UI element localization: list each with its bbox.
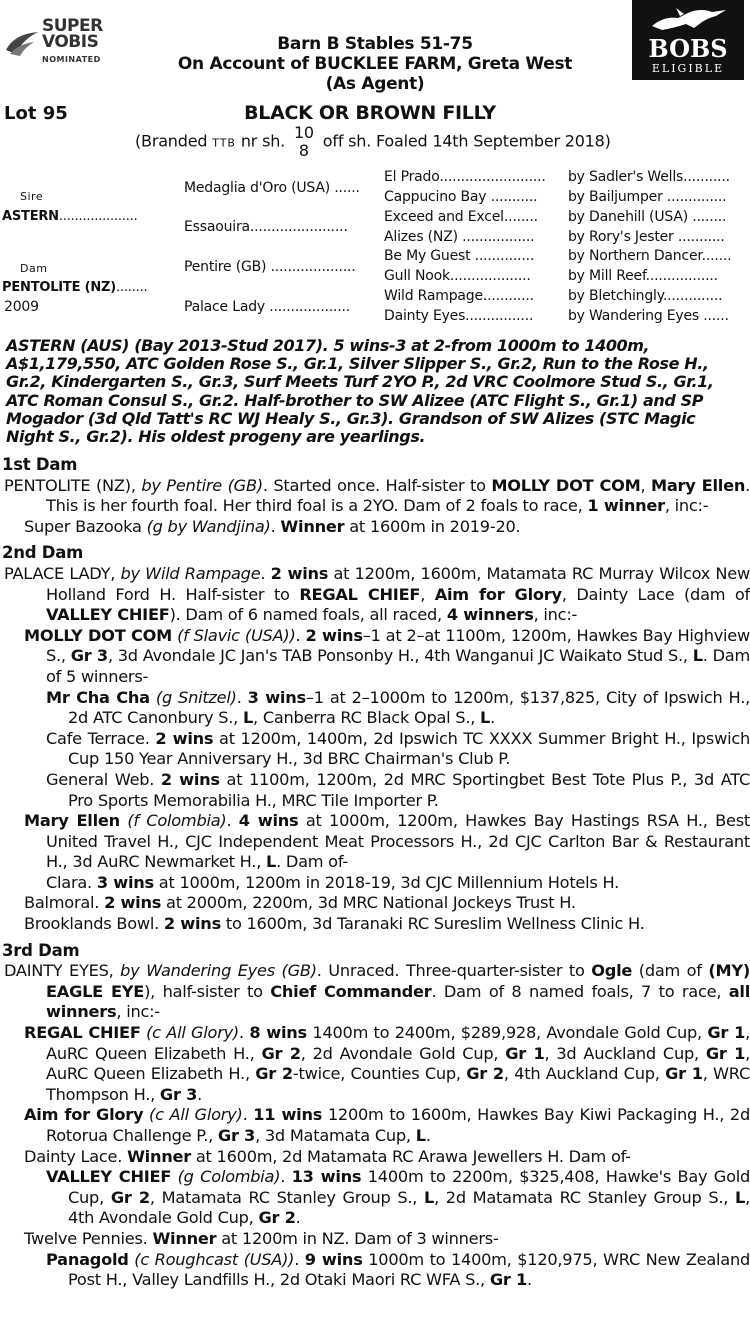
gen3-6: Gull Nook................... <box>384 268 531 284</box>
gen2-4: Palace Lady ................... <box>184 299 350 315</box>
gen2-2: Essaouira....................... <box>184 219 348 235</box>
gen3-5: Be My Guest .............. <box>384 248 535 264</box>
dam-name-text: PENTOLITE (NZ) <box>2 280 116 295</box>
second-dam-heading: 2nd Dam <box>2 543 84 563</box>
super-vobis-line2: VOBIS <box>42 32 99 52</box>
gen3-sire-3: by Danehill (USA) ........ <box>568 209 727 225</box>
gen3-8: Dainty Eyes................ <box>384 308 534 324</box>
produce-super-bazooka: Super Bazooka (g by Wandjina). Winner at 1600m in 2019-20. <box>24 516 521 536</box>
sire-description: ASTERN (AUS) (Bay 2013-Stud 2017). 5 wins-3 at 2-from 1000m to 1400m, A$1,179,550, ATC Golden Rose S., Gr.1, Silver Slipper S., Gr.2, Run to the Rose H., Gr.2, Kindergarten S., Gr.3, Surf Meets Turf 2YO P., 2d VRC Coolmore Stud S., Gr.1, ATC Roman Consul S., Gr.2. Half-brother to SW Alizee (ATC Flight S., Gr.1) and SP Mogador (3d Qld Tatt's RC WJ Healy S., Gr.3). Grandson of SW Alizes (STC Magic Night S., Gr.2). His oldest progeny are yearlings. <box>6 336 714 447</box>
lot-title: BLACK OR BROWN FILLY <box>244 102 496 124</box>
brand-suffix: off sh. Foaled 14th September 2018) <box>322 131 611 151</box>
dam-year: 2009 <box>4 299 39 315</box>
third-dam-heading: 3rd Dam <box>2 940 80 960</box>
gen3-sire-2: by Bailjumper .............. <box>568 189 727 205</box>
first-dam-heading: 1st Dam <box>2 455 78 474</box>
brand-line <box>135 124 695 160</box>
first-dam-text: PENTOLITE (NZ), by Pentire (GB). Started once. Half-sister to MOLLY DOT COM, Mary Ellen. This is her fourth foal. Her third foal is a 2YO. Dam of 2 foals to race, 1 winner, inc:- <box>4 475 750 516</box>
third-dam-text: DAINTY EYES, by Wandering Eyes (GB). Unraced. Three-quarter-sister to Ogle (dam of (MY) EAGLE EYE), half-sister to Chief Commander. Dam of 8 named foals, 7 to race, all winners, inc:- <box>4 961 750 1022</box>
brand-mark: TTB <box>212 136 236 150</box>
produce-dainty-lace: Dainty Lace. Winner at 1600m, 2d Matamata RC Arawa Jewellers H. Dam of- <box>24 1146 631 1166</box>
produce-balmoral: Balmoral. 2 wins at 2000m, 2200m, 3d MRC National Jockeys Trust H. <box>24 893 576 913</box>
catalogue-body <box>0 454 750 1291</box>
barn-heading: Barn B Stables 51-75 <box>277 34 473 54</box>
gen2-1: Medaglia d'Oro (USA) ...... <box>184 180 360 196</box>
produce-aim-for-glory: Aim for Glory (c All Glory). 11 wins 1200m to 1600m, Hawkes Bay Kiwi Packaging H., 2d Rotorua Challenge P., Gr 3, 3d Matamata Cup, L. <box>24 1105 750 1145</box>
dam-name <box>2 280 147 295</box>
produce-mr-cha-cha: Mr Cha Cha (g Snitzel). 3 wins–1 at 2–1000m to 1200m, $137,825, City of Ipswich H., 2d ATC Canonbury S., L, Canberra RC Black Opal S., L. <box>46 687 750 728</box>
sire-label: Sire <box>20 190 44 203</box>
sire-dots: .................... <box>58 209 138 224</box>
produce-twelve-pennies: Twelve Pennies. Winner at 1200m in NZ. Dam of 3 winners- <box>24 1228 499 1248</box>
gen3-7: Wild Rampage............ <box>384 288 534 304</box>
produce-molly-dot-com: MOLLY DOT COM (f Slavic (USA)). 2 wins–1 at 2–at 1100m, 1200m, Hawkes Bay Highview S., Gr 3, 3d Avondale JC Jan's TAB Ponsonby H., 4th Wanganui JC Waikato Stud S., L. Dam of 5 winners- <box>24 625 750 686</box>
brand-mid: nr sh. <box>235 131 286 151</box>
gen3-4: Alizes (NZ) ................. <box>384 229 535 245</box>
gen2-3: Pentire (GB) .................... <box>184 259 356 275</box>
produce-mary-ellen: Mary Ellen (f Colombia). 4 wins at 1000m, 1200m, Hawkes Bay Hastings RSA H., Best United Travel H., CJC Independent Meat Processors H., 2d CJC Carlton Bar & Restaurant H., 3d AuRC Newmarket H., L. Dam of- <box>24 811 750 872</box>
dam-dots: ........ <box>116 280 148 295</box>
sire-name <box>2 209 138 224</box>
lot-number: Lot 95 <box>4 103 68 124</box>
gen3-2: Cappucino Bay ........... <box>384 189 538 205</box>
dam-label: Dam <box>20 262 48 275</box>
bobs-line1: BOBS <box>648 34 728 63</box>
produce-cafe-terrace: Cafe Terrace. 2 wins at 1200m, 1400m, 2d Ipswich TC XXXX Summer Bright H., Ipswich Cup 150 Year Anniversary H., 3d BRC Chairman's Club P. <box>46 728 750 769</box>
super-vobis-line3: NOMINATED <box>42 55 101 64</box>
gen3-sire-5: by Northern Dancer....... <box>568 248 732 264</box>
account-heading: On Account of BUCKLEE FARM, Greta West <box>177 54 573 74</box>
produce-valley-chief: VALLEY CHIEF (g Colombia). 13 wins 1400m to 2200m, $325,408, Hawke's Bay Gold Cup, Gr 2, Matamata RC Stanley Group S., L, 2d Matamata RC Stanley Group S., L, 4th Avondale Gold Cup, Gr 2. <box>46 1167 750 1228</box>
produce-general-web: General Web. 2 wins at 1100m, 1200m, 2d MRC Sportingbet Best Tote Plus P., 3d ATC Pro Sports Memorabilia H., MRC Tile Importer P. <box>46 769 750 810</box>
brand-num: 10 <box>293 123 314 142</box>
gen3-sire-7: by Bletchingly.............. <box>568 288 723 304</box>
gen3-sire-6: by Mill Reef................. <box>568 268 718 284</box>
gen3-sire-1: by Sadler's Wells........... <box>568 169 730 185</box>
gen3-sire-4: by Rory's Jester ........... <box>568 229 725 245</box>
second-dam-text: PALACE LADY, by Wild Rampage. 2 wins at 1200m, 1600m, Matamata RC Murray Wilcox New Holland Ford H. Half-sister to REGAL CHIEF, Aim for Glory, Dainty Lace (dam of VALLEY CHIEF). Dam of 6 named foals, all raced, 4 winners, inc:- <box>4 563 750 625</box>
gen3-sire-8: by Wandering Eyes ...... <box>568 308 729 324</box>
brand-prefix: (Branded <box>135 131 213 151</box>
running-horse-icon <box>650 6 728 32</box>
super-vobis-line1: SUPER <box>42 16 103 36</box>
sire-name-text: ASTERN <box>2 209 59 224</box>
bobs-line2: ELIGIBLE <box>651 62 725 75</box>
produce-brooklands-bowl: Brooklands Bowl. 2 wins to 1600m, 3d Taranaki RC Sureslim Wellness Clinic H. <box>24 914 645 934</box>
gen3-3: Exceed and Excel........ <box>384 209 538 225</box>
produce-panagold: Panagold (c Roughcast (USA)). 9 wins 1000m to 1400m, $120,975, WRC New Zealand Post H., Valley Landfills H., 2d Otaki Maori RC WFA S., Gr 1. <box>46 1249 750 1290</box>
gen3-1: El Prado......................... <box>384 169 546 185</box>
produce-clara: Clara. 3 wins at 1000m, 1200m in 2018-19, 3d CJC Millennium Hotels H. <box>46 872 620 892</box>
brand-fraction <box>294 124 314 160</box>
produce-regal-chief: REGAL CHIEF (c All Glory). 8 wins 1400m to 2400m, $289,928, Avondale Gold Cup, Gr 1, AuRC Queen Elizabeth H., Gr 2, 2d Avondale Gold Cup, Gr 1, 3d Auckland Cup, Gr 1, AuRC Queen Elizabeth H., Gr 2-twice, Counties Cup, Gr 2, 4th Auckland Cup, Gr 1, WRC Thompson H., Gr 3. <box>24 1023 750 1104</box>
agent-heading: (As Agent) <box>325 74 425 94</box>
brand-den: 8 <box>298 141 309 160</box>
